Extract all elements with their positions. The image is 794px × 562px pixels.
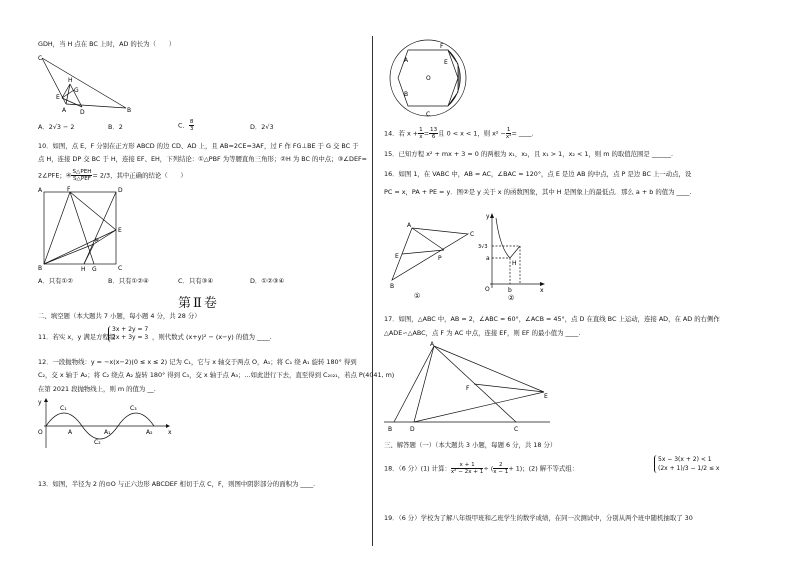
q17-line1: 17．如图，△ABC 中，AB = 2，∠ABC = 60°，∠ACB = 45°，点 D 在直线 BC 上运动，连接 AD，在 AD 的右侧作 (384, 315, 720, 323)
q16-fig2-label-a: a (486, 255, 490, 262)
q9-label-e: E (56, 94, 60, 101)
q10-option-c: C．只有③④ (178, 277, 214, 285)
q16-line1: 16．如图 1，在 VABC 中，AB = AC，∠BAC = 120°，点 E 是边 AB 的中点，点 P 是边 BC 上一动点，设 (384, 170, 692, 178)
q12-line1: 12．一段抛物线：y = −x(x−2)(0 ≤ x ≤ 2) 记为 C₁，它与 x 轴交于两点 O，A₁；将 C₁ 绕 A₁ 旋转 180° 得到 (38, 358, 357, 366)
q16-fig1-caption: ① (414, 292, 421, 300)
q12-label-x: x (168, 429, 172, 436)
part-two-title: 第Ⅱ卷 (178, 296, 219, 311)
q10-option-d: D．①②③④ (250, 277, 285, 285)
q12-label-a: A (68, 429, 73, 436)
q16-line2: PC = x，PA + PE = y．图②是 y 关于 x 的函数图象，其中 H 是图象上的最低点．那么 a + b 的值为 ____. (384, 188, 692, 196)
q15-text: 15．已知方程 x² + mx + 3 = 0 的两根为 x₁，x₂，且 x₁ > 1，x₂ < 1，则 m 的取值范围是 ______. (384, 150, 674, 158)
column-divider (372, 36, 373, 546)
q9-label-h: H (68, 77, 73, 84)
q9-option-b: B．2 (108, 123, 123, 131)
section-three-heading: 三、解答题（一）（本大题共 3 小题，每题 6 分，共 18 分） (384, 441, 557, 449)
q10-option-a: A．只有①② (38, 277, 74, 285)
q16-fig2-label-val: 3√3 (478, 244, 488, 250)
q18-text: 18．（6 分）(1) 计算： $\frac{x + 1}{\text{x² − 2x + 1}}$ ÷ ( $\frac{2}{x - 1}$ + 1)；(2) 解不等式组： (384, 462, 579, 475)
q13-label-a: A (404, 57, 409, 64)
section-two-heading: 二、填空题（本大题共 7 小题，每小题 4 分，共 28 分） (38, 312, 201, 320)
q10-label-p: P (95, 238, 99, 245)
q17-label-c: C (514, 426, 519, 433)
q17-label-d: D (410, 426, 415, 433)
q12-label-c1: C₁ (60, 405, 67, 412)
q12-line3: 在第 2021 段抛物线上，则 m 的值为 __. (38, 385, 156, 393)
q16-fig1-label-e: E (395, 253, 399, 260)
q11-question: ，则代数式 (x+y)² − (x−y) 的值为 ____. (152, 333, 272, 341)
q14-text: 14．若 x + $\frac{1}{x}$ = $\frac{13}{6}$ 且 0 < x < 1，则 x² − $\frac{1}{\text{x²}}$ = ____. (384, 127, 534, 140)
q17-figure (382, 342, 552, 436)
q13-label-f: F (440, 43, 444, 50)
q9-figure (36, 52, 136, 114)
q18-inequality-system (654, 455, 719, 473)
q16-fig2-label-x: x (540, 287, 544, 294)
q17-label-e: E (544, 393, 548, 400)
q9-label-a: A (62, 107, 67, 114)
q13-label-c: C (426, 111, 431, 118)
q13-figure (384, 38, 474, 120)
q17-label-b: B (388, 426, 393, 433)
q9-option-c: C． $\frac{8}{3}$ (178, 119, 194, 132)
q13-label-o: O (426, 75, 431, 82)
q16-fig2-y-arrow (490, 213, 494, 218)
q10-label-a: A (38, 187, 43, 194)
q12-x-arrow (166, 424, 170, 428)
q13-label-b: B (404, 91, 409, 98)
q16-figure-2 (478, 210, 548, 302)
q16-fig2-x-arrow (540, 282, 545, 286)
q10-label-h: H (81, 266, 86, 273)
q16-fig2-label-h: H (512, 260, 517, 267)
q19-text: 19．（6 分）学校为了解八年级甲班和乙班学生的数学成绩，在同一次测试中，分别从两个班中随机抽取了 30 (384, 514, 693, 522)
q10-label-d: D (118, 187, 123, 194)
q13-text: 13．如图，半径为 2 的⊙O 与正六边形 ABCDEF 相切于点 C，F，则图中阴影部分的面积为 ____. (38, 480, 316, 488)
q9-label-d: D (80, 109, 85, 116)
q12-label-o: O (38, 429, 43, 436)
q10-option-b: B．只有①②④ (108, 277, 149, 285)
q16-fig2-label-y: y (486, 213, 490, 220)
q11-equation-2: 2x + 3y = 3 (112, 334, 149, 341)
q10-line3: 2∠PFE；④ $\frac{\text{S△PEH}}{\text{S△PEF}}$ = 2/3，其中正确的结论（ ） (38, 169, 187, 182)
q13-shaded-region (448, 50, 460, 106)
q12-label-a1: A₁ (104, 429, 111, 436)
q16-fig2-label-o: O (485, 286, 490, 293)
q12-label-c3: C₃ (130, 405, 137, 412)
q12-label-a2: A₂ (146, 429, 153, 436)
q17-label-f: F (466, 385, 470, 392)
q10-label-c: C (118, 265, 123, 272)
q9-label-c: C (38, 55, 43, 62)
q12-label-c2: C₂ (94, 439, 101, 446)
q18-inequality-2: (2x + 1)/3 − 1/2 ≤ x (658, 465, 720, 472)
q16-fig1-label-p: P (438, 255, 442, 262)
q10-label-e: E (118, 227, 122, 234)
q13-label-e: E (444, 59, 448, 66)
q10-label-f: F (67, 186, 71, 193)
q9-option-a: A．2√3 − 2 (38, 123, 75, 131)
q10-figure (36, 186, 126, 272)
q17-label-a: A (430, 341, 435, 348)
q12-y-arrow (44, 398, 48, 402)
q16-fig2-caption: ② (508, 294, 515, 302)
q9-option-d: D．2√3 (250, 123, 274, 131)
q10-label-g: G (92, 266, 97, 273)
q16-fig1-label-c: C (470, 231, 475, 238)
q9-label-g: G (74, 87, 79, 94)
q10-line1: 10．如图，点 E、F 分别在正方形 ABCD 的边 CD、AD 上，且 AB=2CE=3AF，过 F 作 FG⊥BE 于 G 交 BC 于 (38, 142, 359, 150)
q11-equation-1: 3x + 2y = 7 (112, 326, 149, 333)
q16-fig1-label-b: B (390, 283, 395, 290)
q12-line2: C₂，交 x 轴于 A₂；将 C₂ 绕点 A₂ 旋转 180° 得到 C₃，交 x 轴于点 A₃；…如此进行下去，直至得到 C₂₀₂₁，若点 P(4041, m) (38, 371, 395, 379)
q10-line2: 点 H，连接 DP 交 BC 于 H，连接 EF、EH，下列结论：①△PBF 为等腰直角三角形；②H 为 BC 的中点；③∠DEF= (38, 155, 368, 163)
q10-label-b: B (38, 265, 43, 272)
q9-label-b: B (127, 107, 132, 114)
q11-intro: 11．若实 x，y 满足方程组 (38, 333, 116, 341)
q17-line2: △ADE∽△ABC，点 F 为 AC 中点，连接 EF，则 EF 的最小值为 ____. (384, 329, 581, 337)
q16-fig2-label-b: b (508, 287, 512, 294)
q16-figure-1 (390, 212, 480, 302)
q12-figure (34, 396, 174, 452)
q18-inequality-1: 5x − 3(x + 2) < 1 (658, 456, 712, 463)
q16-fig1-label-a: A (407, 222, 412, 229)
q9-tail: GDH，当 H 点在 BC 上时，AD 的长为（ ） (38, 40, 176, 48)
q12-label-y: y (38, 399, 42, 406)
q11-equation-system (108, 326, 148, 342)
